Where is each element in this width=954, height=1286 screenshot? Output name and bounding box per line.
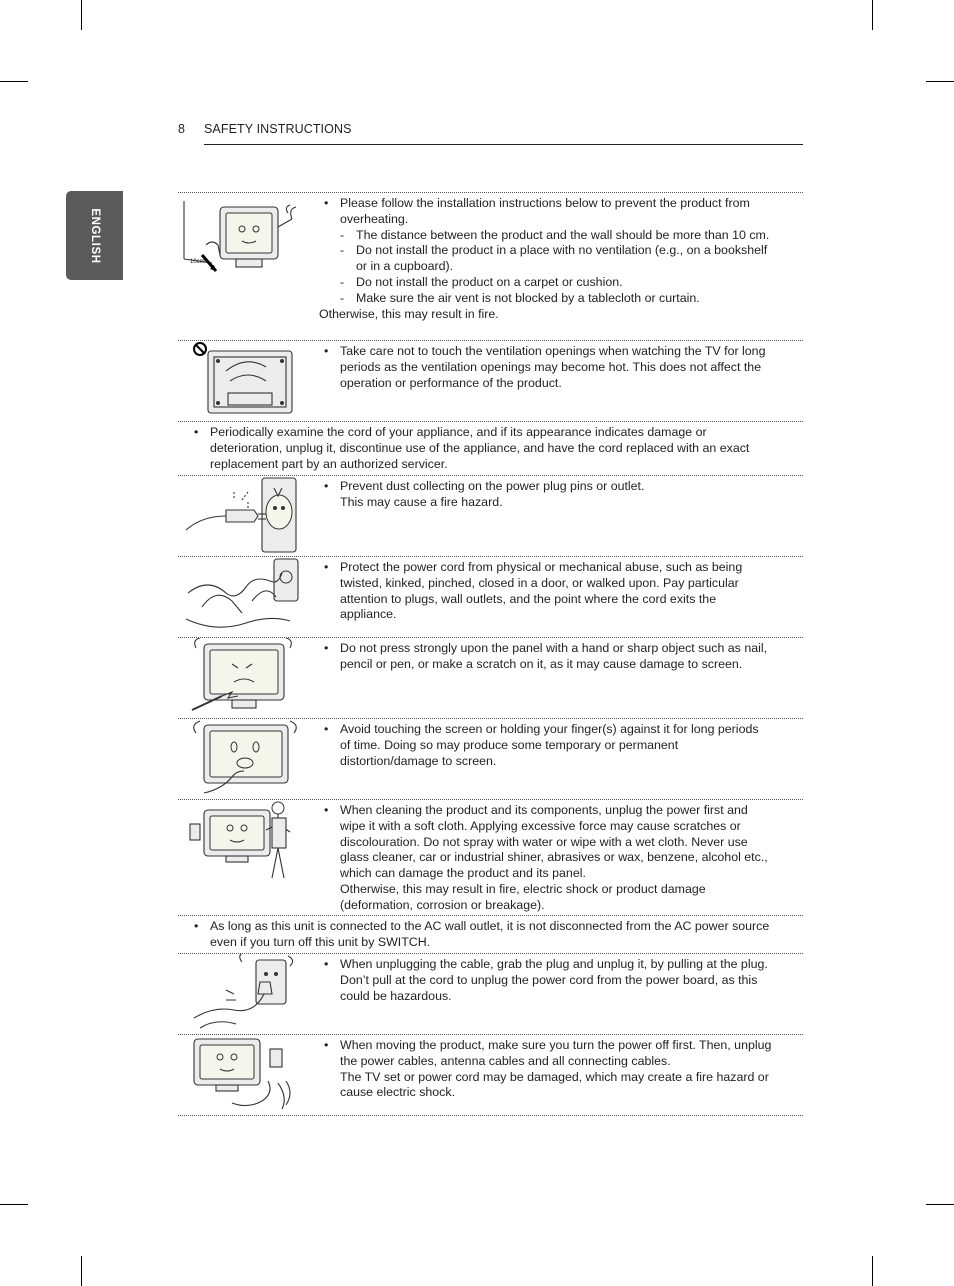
- section-text: [324, 560, 772, 623]
- crop-mark: [0, 1204, 28, 1205]
- section-cord-protect: [178, 556, 803, 637]
- language-tab-label: ENGLISH: [88, 207, 101, 264]
- section-text: [324, 803, 772, 914]
- continuation-text: The TV set or power cord may be damaged, which may create a fire hazard or cause electric shock.: [340, 1069, 769, 1100]
- language-tab: [66, 191, 123, 280]
- crop-mark: [926, 1204, 954, 1205]
- continuation-text: Otherwise, this may result in fire, electric shock or product damage (deformation, corrosion or breakage).: [340, 881, 706, 912]
- header-rule: [204, 144, 803, 145]
- section-panel-press: [178, 637, 803, 718]
- twisted-cord-illustration: [182, 557, 300, 635]
- tv-wall-distance-illustration: [182, 197, 300, 287]
- bullet-item: • When moving the product, make sure you turn the power off first. Then, unplug the power cables, antenna cables and all connecting cables.: [324, 1038, 772, 1070]
- bullet-item: • When unplugging the cable, grab the plug and unplug it, by pulling at the plug. Don’t pull at the cord to unplug the power cord from the power board, as this could be hazardous.: [324, 957, 772, 1004]
- section-text: [319, 196, 772, 322]
- continuation-text: This may cause a fire hazard.: [340, 494, 503, 509]
- section-text: [194, 425, 782, 472]
- section-cord-examine: [178, 421, 803, 475]
- crop-mark: [0, 81, 28, 82]
- bullet-item: • Avoid touching the screen or holding your finger(s) against it for long periods of time. Doing so may produce some temporary or permanent distortion/damage to screen.: [324, 722, 772, 769]
- section-text: [324, 1038, 772, 1101]
- bullet-item: • As long as this unit is connected to the AC wall outlet, it is not disconnected from the AC power source even if you turn off this unit by SWITCH.: [194, 919, 782, 951]
- sub-item: - Do not install the product on a carpet or cushion.: [324, 275, 772, 291]
- unplug-cable-illustration: [182, 954, 300, 1032]
- section-text: [324, 722, 772, 769]
- page-number: 8: [178, 122, 185, 136]
- crop-mark: [872, 1256, 873, 1286]
- section-text: [324, 957, 772, 1004]
- distance-label: 10cm: [190, 259, 205, 265]
- crop-mark: [926, 81, 954, 82]
- sub-item: - Do not install the product in a place with no ventilation (e.g., on a bookshelf or in a cupboard).: [324, 243, 772, 275]
- bullet-item: • Protect the power cord from physical or mechanical abuse, such as being twisted, kinked, pinched, closed in a door, or walked upon. Pay particular attention to plugs, wall outlets, and the point where the cord exits the appliance.: [324, 560, 772, 623]
- section-title: SAFETY INSTRUCTIONS: [204, 122, 352, 136]
- bullet-item: • Prevent dust collecting on the power plug pins or outlet.: [324, 479, 772, 495]
- section-screen-touch: [178, 718, 803, 799]
- section-dust-plug: [178, 475, 803, 556]
- bullet-item: • Do not press strongly upon the panel with a hand or sharp object such as nail, pencil or pen, or make a scratch on it, as it may cause damage to screen.: [324, 641, 772, 673]
- crop-mark: [81, 1256, 82, 1286]
- section-text: [324, 641, 772, 673]
- moving-tv-illustration: [182, 1035, 300, 1113]
- section-text: [324, 479, 772, 511]
- bullet-item: • Please follow the installation instructions below to prevent the product from overheating.: [324, 196, 772, 228]
- finger-on-screen-illustration: [182, 719, 300, 797]
- bullet-item: • Periodically examine the cord of your appliance, and if its appearance indicates damage or deterioration, unplug it, discontinue use of the appliance, and have the cord replaced with an exact replacement part by an authorized servicer.: [194, 425, 782, 472]
- bullet-item: • Take care not to touch the ventilation openings when watching the TV for long periods as the ventilation openings may become hot. This does not affect the operation or performance of the product.: [324, 344, 772, 391]
- section-text: [194, 919, 782, 951]
- sub-item: - The distance between the product and the wall should be more than 10 cm.: [324, 228, 772, 244]
- section-moving: [178, 1034, 803, 1116]
- plug-outlet-illustration: [182, 476, 300, 554]
- crop-mark: [81, 0, 82, 30]
- section-unplug: [178, 953, 803, 1034]
- scratched-screen-illustration: [182, 638, 300, 716]
- sub-item: - Make sure the air vent is not blocked by a tablecloth or curtain.: [324, 291, 772, 307]
- bullet-item: • When cleaning the product and its components, unplug the power first and wipe it with a soft cloth. Applying excessive force may cause scratches or discolouration. Do not spray with water or wipe with a wet cloth. Never use glass cleaner, car or industrial shiner, abrasives or wax, benzene, alcohol etc., which can damage the product and its panel.: [324, 803, 772, 882]
- hot-vent-illustration: [182, 341, 300, 417]
- crop-mark: [872, 0, 873, 30]
- section-text: [324, 344, 772, 391]
- section-cleaning: [178, 799, 803, 915]
- section-ac-outlet: [178, 915, 803, 953]
- section-installation: [178, 192, 803, 340]
- outro-text: Otherwise, this may result in fire.: [319, 306, 499, 321]
- section-ventilation: [178, 340, 803, 421]
- cleaning-tv-illustration: [182, 800, 300, 884]
